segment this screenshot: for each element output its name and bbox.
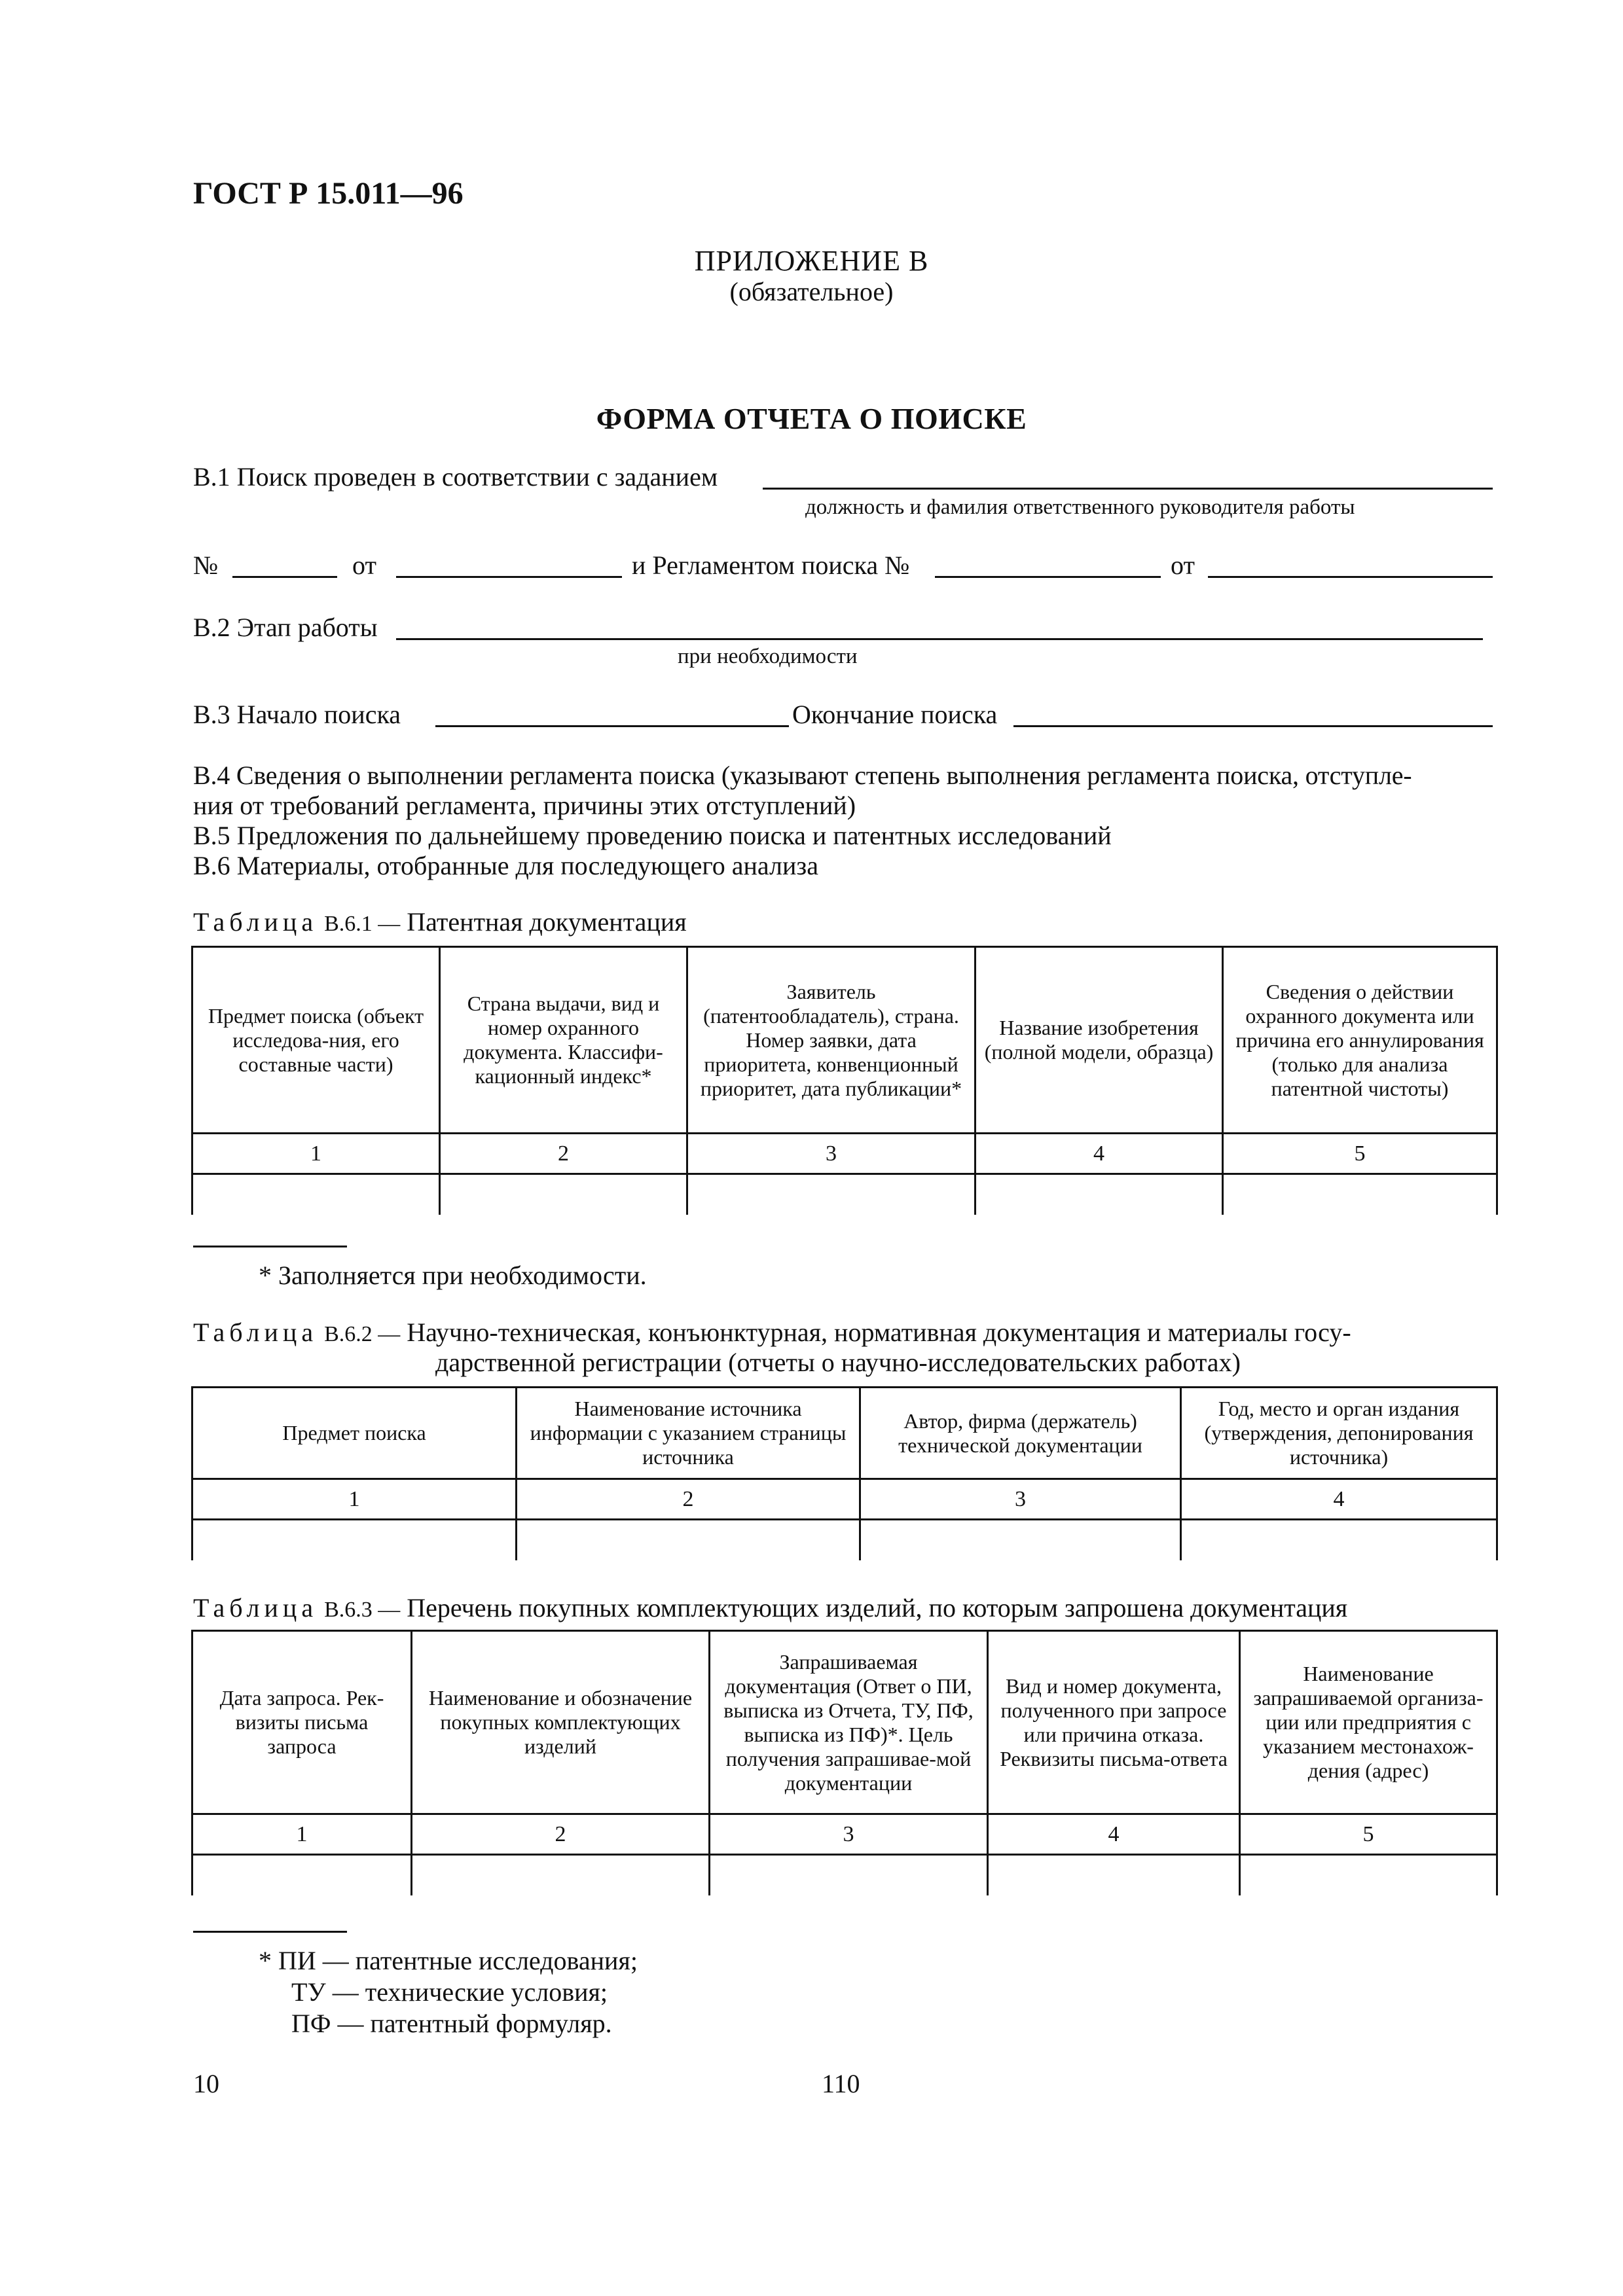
table2-empty-cell[interactable] bbox=[192, 1520, 517, 1560]
table1-header-row bbox=[192, 947, 1497, 1134]
b3-end-blank[interactable] bbox=[1013, 725, 1493, 727]
table2-empty-cell[interactable] bbox=[517, 1520, 860, 1560]
page-number-center: 110 bbox=[822, 2069, 860, 2098]
table3-footnote-2: ТУ — технические условия; bbox=[291, 1977, 608, 2007]
table3-caption-text: Перечень покупных комплектующих изделий, по которым запрошена документация bbox=[407, 1593, 1348, 1623]
table1-caption-word: Таблица bbox=[193, 907, 318, 937]
table1-footnote-rule bbox=[193, 1246, 347, 1247]
table2-empty-cell[interactable] bbox=[860, 1520, 1181, 1560]
table3-header-cell: Запрашиваемая документация (Ответ о ПИ, выписка из Отчета, ТУ, ПФ, выписка из ПФ)*. Цель получения запрашивае-мой документации bbox=[710, 1631, 988, 1814]
table2-number-cell: 1 bbox=[192, 1479, 517, 1520]
b5-paragraph: В.5 Предложения по дальнейшему проведению поиска и патентных исследований bbox=[193, 821, 1112, 850]
table1-header-cell: Название изобретения (полной модели, образца) bbox=[976, 947, 1223, 1134]
table1-caption-text: Патентная документация bbox=[407, 907, 687, 937]
b1-regulation-from-label: от bbox=[1171, 550, 1195, 580]
table2-caption-line1: Научно-техническая, конъюнктурная, нормативная документация и материалы госу- bbox=[407, 1318, 1351, 1347]
b1-regulation-label: и Регламентом поиска № bbox=[632, 550, 910, 580]
b4-line2: ния от требований регламента, причины этих отступлений) bbox=[193, 791, 856, 820]
table2-empty-cell[interactable] bbox=[1181, 1520, 1497, 1560]
appendix-subtitle: (обязательное) bbox=[729, 277, 894, 306]
table3-number-cell: 3 bbox=[710, 1814, 988, 1855]
table2-caption-word: Таблица bbox=[193, 1318, 318, 1347]
table3-caption-number: В.6.3 — bbox=[324, 1598, 401, 1622]
b2-text: В.2 Этап работы bbox=[193, 613, 378, 642]
table1-empty-cell[interactable] bbox=[1223, 1174, 1497, 1215]
table1-number-cell: 1 bbox=[192, 1134, 440, 1174]
table3-header-cell: Наименование запрашиваемой организа-ции или предприятия с указанием местонахож-дения (адрес) bbox=[1240, 1631, 1497, 1814]
page-number-left: 10 bbox=[193, 2069, 219, 2098]
table1-header-cell: Предмет поиска (объект исследова-ния, его составные части) bbox=[192, 947, 440, 1134]
table1-empty-row bbox=[192, 1174, 1497, 1215]
table1-number-cell: 4 bbox=[976, 1134, 1223, 1174]
b4-paragraph bbox=[193, 761, 1496, 881]
table3-empty-cell[interactable] bbox=[988, 1855, 1240, 1895]
table3-empty-row bbox=[192, 1855, 1497, 1895]
table3-number-cell: 5 bbox=[1240, 1814, 1497, 1855]
table1-caption-number: В.6.1 — bbox=[324, 912, 401, 936]
table1-number-row bbox=[192, 1134, 1497, 1174]
table2-caption-number: В.6.2 — bbox=[324, 1322, 401, 1346]
table2-header-cell: Предмет поиска bbox=[192, 1388, 517, 1479]
table3-number-row bbox=[192, 1814, 1497, 1855]
b6-paragraph: В.6 Материалы, отобранные для последующего анализа bbox=[193, 851, 818, 880]
table3-footnote-1: * ПИ — патентные исследования; bbox=[259, 1946, 638, 1975]
table1-empty-cell[interactable] bbox=[687, 1174, 976, 1215]
b2-blank[interactable] bbox=[396, 638, 1483, 640]
table3-number-cell: 1 bbox=[192, 1814, 412, 1855]
b1-regulation-date-blank[interactable] bbox=[1208, 576, 1493, 578]
table3-empty-cell[interactable] bbox=[192, 1855, 412, 1895]
b4-line1: В.4 Сведения о выполнении регламента поиска (указывают степень выполнения регламента поиска, отступле- bbox=[193, 761, 1412, 790]
b1-hint: должность и фамилия ответственного руководителя работы bbox=[805, 495, 1355, 519]
appendix-title: ПРИЛОЖЕНИЕ В bbox=[694, 245, 929, 277]
table1-empty-cell[interactable] bbox=[192, 1174, 440, 1215]
table1-caption bbox=[193, 906, 687, 937]
table1-number-cell: 2 bbox=[440, 1134, 687, 1174]
table2-number-cell: 2 bbox=[517, 1479, 860, 1520]
table2-header-cell: Автор, фирма (держатель) технической документации bbox=[860, 1388, 1181, 1479]
table3-header-row bbox=[192, 1631, 1497, 1814]
table3-header-cell: Вид и номер документа, полученного при запросе или причина отказа. Реквизиты письма-ответа bbox=[988, 1631, 1240, 1814]
table3-header-cell: Дата запроса. Рек-визиты письма запроса bbox=[192, 1631, 412, 1814]
table1 bbox=[191, 946, 1498, 1215]
table2-number-cell: 3 bbox=[860, 1479, 1181, 1520]
table1-header-cell: Заявитель (патентообладатель), страна. Номер заявки, дата приоритета, конвенционный приоритет, дата публикации* bbox=[687, 947, 976, 1134]
table3 bbox=[191, 1630, 1498, 1895]
b3-start-blank[interactable] bbox=[435, 725, 789, 727]
table2-number-cell: 4 bbox=[1181, 1479, 1497, 1520]
table1-header-cell: Сведения о действии охранного документа или причина его аннулирования (только для анализа патентной чистоты) bbox=[1223, 947, 1497, 1134]
b1-regulation-number-blank[interactable] bbox=[935, 576, 1161, 578]
b3-end-label: Окончание поиска bbox=[792, 700, 998, 729]
table1-number-cell: 5 bbox=[1223, 1134, 1497, 1174]
b2-hint: при необходимости bbox=[678, 645, 858, 668]
table2-header-cell: Год, место и орган издания (утверждения, депонирования источника) bbox=[1181, 1388, 1497, 1479]
b3-start-label: В.3 Начало поиска bbox=[193, 700, 401, 729]
table2-number-row bbox=[192, 1479, 1497, 1520]
table2-header-row bbox=[192, 1388, 1497, 1479]
document-code: ГОСТ Р 15.011—96 bbox=[193, 176, 464, 211]
table3-caption-word: Таблица bbox=[193, 1593, 318, 1623]
table3-header-cell: Наименование и обозначение покупных комплектующих изделий bbox=[412, 1631, 710, 1814]
table3-number-cell: 2 bbox=[412, 1814, 710, 1855]
b1-from-label: от bbox=[352, 550, 376, 580]
table2-header-cell: Наименование источника информации с указанием страницы источника bbox=[517, 1388, 860, 1479]
table2-empty-row bbox=[192, 1520, 1497, 1560]
table1-empty-cell[interactable] bbox=[976, 1174, 1223, 1215]
table3-footnote-3: ПФ — патентный формуляр. bbox=[291, 2009, 612, 2038]
b1-date-blank[interactable] bbox=[396, 576, 622, 578]
table3-empty-cell[interactable] bbox=[710, 1855, 988, 1895]
form-title: ФОРМА ОТЧЕТА О ПОИСКЕ bbox=[596, 402, 1027, 435]
table3-caption bbox=[193, 1592, 1347, 1623]
table1-header-cell: Страна выдачи, вид и номер охранного документа. Классифи-кационный индекс* bbox=[440, 947, 687, 1134]
table3-footnote-rule bbox=[193, 1931, 347, 1933]
table2 bbox=[191, 1386, 1498, 1560]
table1-footnote: * Заполняется при необходимости. bbox=[259, 1261, 647, 1290]
table3-number-cell: 4 bbox=[988, 1814, 1240, 1855]
table3-empty-cell[interactable] bbox=[412, 1855, 710, 1895]
table1-empty-cell[interactable] bbox=[440, 1174, 687, 1215]
b1-number-blank[interactable] bbox=[232, 576, 337, 578]
table2-caption bbox=[193, 1317, 1351, 1348]
table2-caption-line2: дарственной регистрации (отчеты о научно-исследовательских работах) bbox=[435, 1348, 1241, 1377]
b1-text: В.1 Поиск проведен в соответствии с заданием bbox=[193, 462, 718, 492]
b1-blank[interactable] bbox=[763, 488, 1493, 490]
b1-number-label: № bbox=[193, 550, 219, 580]
table1-number-cell: 3 bbox=[687, 1134, 976, 1174]
table3-empty-cell[interactable] bbox=[1240, 1855, 1497, 1895]
